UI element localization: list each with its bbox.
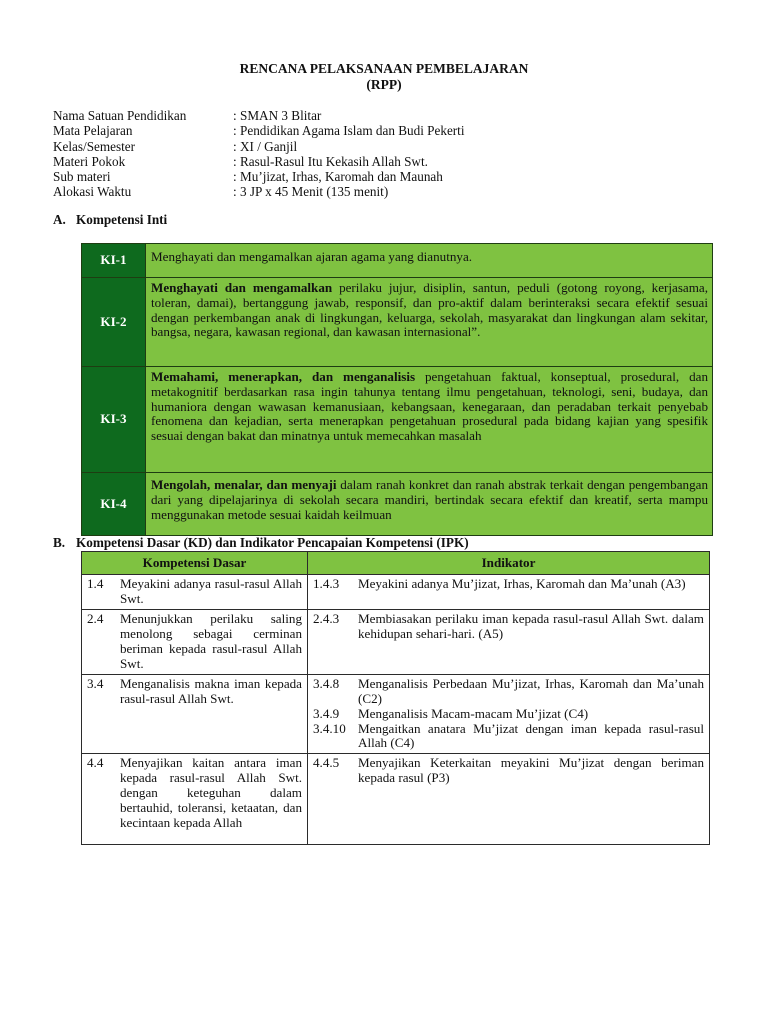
kd-text: Menganalisis makna iman kepada rasul-rasul Allah Swt. (120, 675, 302, 706)
indicator-number: 2.4.3 (313, 610, 340, 626)
ki-description (146, 473, 713, 536)
table-row (82, 609, 710, 674)
ki-bold-text: Mengolah, menalar, dan menyaji (151, 477, 337, 492)
kd-cell (82, 674, 308, 754)
ki-text: Menghayati dan mengamalkan ajaran agama yang dianutnya. (151, 249, 473, 264)
indicator-number: 3.4.9 (313, 705, 340, 721)
table-header-row (82, 552, 710, 575)
identity-value: Mu’jizat, Irhas, Karomah dan Maunah (240, 169, 443, 185)
indicator-item (313, 577, 704, 592)
identity-separator: : (233, 153, 237, 169)
ki-row (82, 367, 713, 473)
indicator-number: 3.4.8 (313, 675, 340, 691)
ki-bold-text: Menghayati dan mengamalkan (151, 280, 333, 295)
identity-value: Pendidikan Agama Islam dan Budi Pekerti (240, 123, 465, 139)
table-row (82, 575, 710, 610)
identity-value: 3 JP x 45 Menit (135 menit) (240, 184, 389, 200)
ki-row (82, 473, 713, 536)
ki-description (146, 244, 713, 278)
identity-separator: : (233, 169, 237, 185)
identity-separator: : (233, 123, 237, 139)
indicator-item (313, 707, 704, 722)
ki-row (82, 278, 713, 367)
ki-text: dalam ranah konkret dan ranah abstrak terkait dengan pengembangan dari yang dipelajarinya di sekolah secara mandiri, bertindak secara efektif dan kreatif, serta mampu menggunakan metode sesuai kaidah keilmuan (151, 477, 708, 522)
kd-item (87, 677, 302, 707)
document-subtitle: (RPP) (366, 77, 402, 92)
indicator-text: Menyajikan Keterkaitan meyakini Mu’jizat dengan beriman kepada rasul (P3) (358, 755, 704, 786)
ki-code: KI-2 (82, 278, 146, 367)
identity-value: Rasul-Rasul Itu Kekasih Allah Swt. (240, 153, 428, 169)
identity-label: Alokasi Waktu (53, 184, 132, 200)
table-row (82, 674, 710, 754)
column-header-kompetensi-dasar: Kompetensi Dasar (82, 552, 308, 575)
indicator-cell (308, 575, 710, 610)
identity-row (53, 123, 465, 138)
indicator-cell (308, 609, 710, 674)
kd-number: 2.4 (87, 610, 104, 626)
section-heading-kompetensi-inti (53, 212, 167, 228)
identity-value: XI / Ganjil (240, 138, 298, 154)
indicator-text: Menganalisis Perbedaan Mu’jizat, Irhas, Karomah dan Ma’unah (C2) (358, 675, 704, 706)
identity-label: Mata Pelajaran (53, 123, 133, 139)
identity-value: SMAN 3 Blitar (240, 108, 322, 123)
identity-label: Kelas/Semester (53, 138, 136, 154)
indicator-text: Mengaitkan anatara Mu’jizat dengan iman kepada rasul-rasul Allah (C4) (358, 720, 704, 751)
indicator-text: Meyakini adanya Mu’jizat, Irhas, Karomah dan Ma’unah (A3) (358, 576, 686, 591)
identity-label: Nama Satuan Pendidikan (53, 108, 187, 123)
ki-text: perilaku jujur, disiplin, santun, peduli (gotong royong, kerjasama, toleran, damai), bertanggung jawab, responsif, dan pro-aktif dalam berinteraksi secara efektif sesuai dengan perkembangan anak di lingkungan, keluarga, sekolah, masyarakat dan lingkungan alam sekitar, bangsa, negara, kawasan regional, dan kawasan internasional”. (151, 280, 708, 340)
identity-label: Materi Pokok (53, 153, 126, 169)
identity-row (53, 108, 465, 123)
identity-block (53, 108, 465, 200)
ki-description (146, 367, 713, 473)
indicator-item (313, 756, 704, 786)
indicator-number: 4.4.5 (313, 755, 340, 771)
ki-row (82, 244, 713, 278)
table-row (82, 754, 710, 845)
indicator-cell (308, 674, 710, 754)
indicator-text: Membiasakan perilaku iman kepada rasul-rasul Allah Swt. dalam kehidupan sehari-hari. (A5) (358, 610, 704, 641)
section-title: Kompetensi Dasar (KD) dan Indikator Pencapaian Kompetensi (IPK) (76, 535, 469, 550)
document-title: RENCANA PELAKSANAAN PEMBELAJARAN (239, 61, 529, 76)
column-header-indikator: Indikator (308, 552, 710, 575)
indicator-item (313, 677, 704, 707)
identity-row (53, 139, 465, 154)
identity-row (53, 184, 465, 199)
kd-cell (82, 575, 308, 610)
identity-separator: : (233, 138, 237, 154)
ki-code: KI-3 (82, 367, 146, 473)
kd-number: 1.4 (87, 576, 104, 591)
kd-number: 3.4 (87, 675, 104, 691)
kd-cell (82, 609, 308, 674)
indicator-number: 1.4.3 (313, 576, 340, 591)
section-letter: B. (53, 535, 66, 550)
section-heading-kompetensi-dasar (53, 535, 469, 551)
kompetensi-inti-table (81, 243, 713, 536)
ki-code: KI-1 (82, 244, 146, 278)
identity-row (53, 154, 465, 169)
kd-number: 4.4 (87, 755, 104, 771)
ki-text: pengetahuan faktual, konseptual, prosedural, dan metakognitif berdasarkan rasa ingin tahunya tentang ilmu pengetahuan, teknologi, seni, budaya, dan humaniora dengan wawasan kemanusiaan, kebangsaan, kenegaraan, dan peradaban terkait penyebab fenomena dan kejadian, serta menerapkan pengetahuan prosedural pada bidang kajian yang spesifik sesuai dengan bakat dan minatnya untuk memecahkan masalah (151, 369, 708, 444)
kd-text: Meyakini adanya rasul-rasul Allah Swt. (120, 576, 302, 606)
ki-description (146, 278, 713, 367)
kd-item (87, 577, 302, 607)
kd-item (87, 612, 302, 672)
section-letter: A. (53, 212, 66, 227)
kompetensi-dasar-table (81, 551, 710, 845)
identity-label: Sub materi (53, 169, 111, 185)
identity-row (53, 169, 465, 184)
kd-cell (82, 754, 308, 845)
ki-bold-text: Memahami, menerapkan, dan menganalisis (151, 369, 416, 384)
kd-text: Menyajikan kaitan antara iman kepada rasul-rasul Allah Swt. dengan keteguhan dalam bertauhid, toleransi, ketaatan, dan kecintaan kepada Allah (120, 755, 302, 830)
indicator-number: 3.4.10 (313, 720, 346, 736)
indicator-cell (308, 754, 710, 845)
ki-code: KI-4 (82, 473, 146, 536)
kd-item (87, 756, 302, 831)
identity-separator: : (233, 184, 237, 200)
indicator-item (313, 612, 704, 642)
indicator-text: Menganalisis Macam-macam Mu’jizat (C4) (358, 705, 589, 721)
kd-text: Menunjukkan perilaku saling menolong sebagai cerminan beriman kepada rasul-rasul Allah Swt. (120, 610, 302, 671)
indicator-item (313, 722, 704, 752)
identity-separator: : (233, 108, 237, 123)
section-title: Kompetensi Inti (76, 212, 168, 227)
